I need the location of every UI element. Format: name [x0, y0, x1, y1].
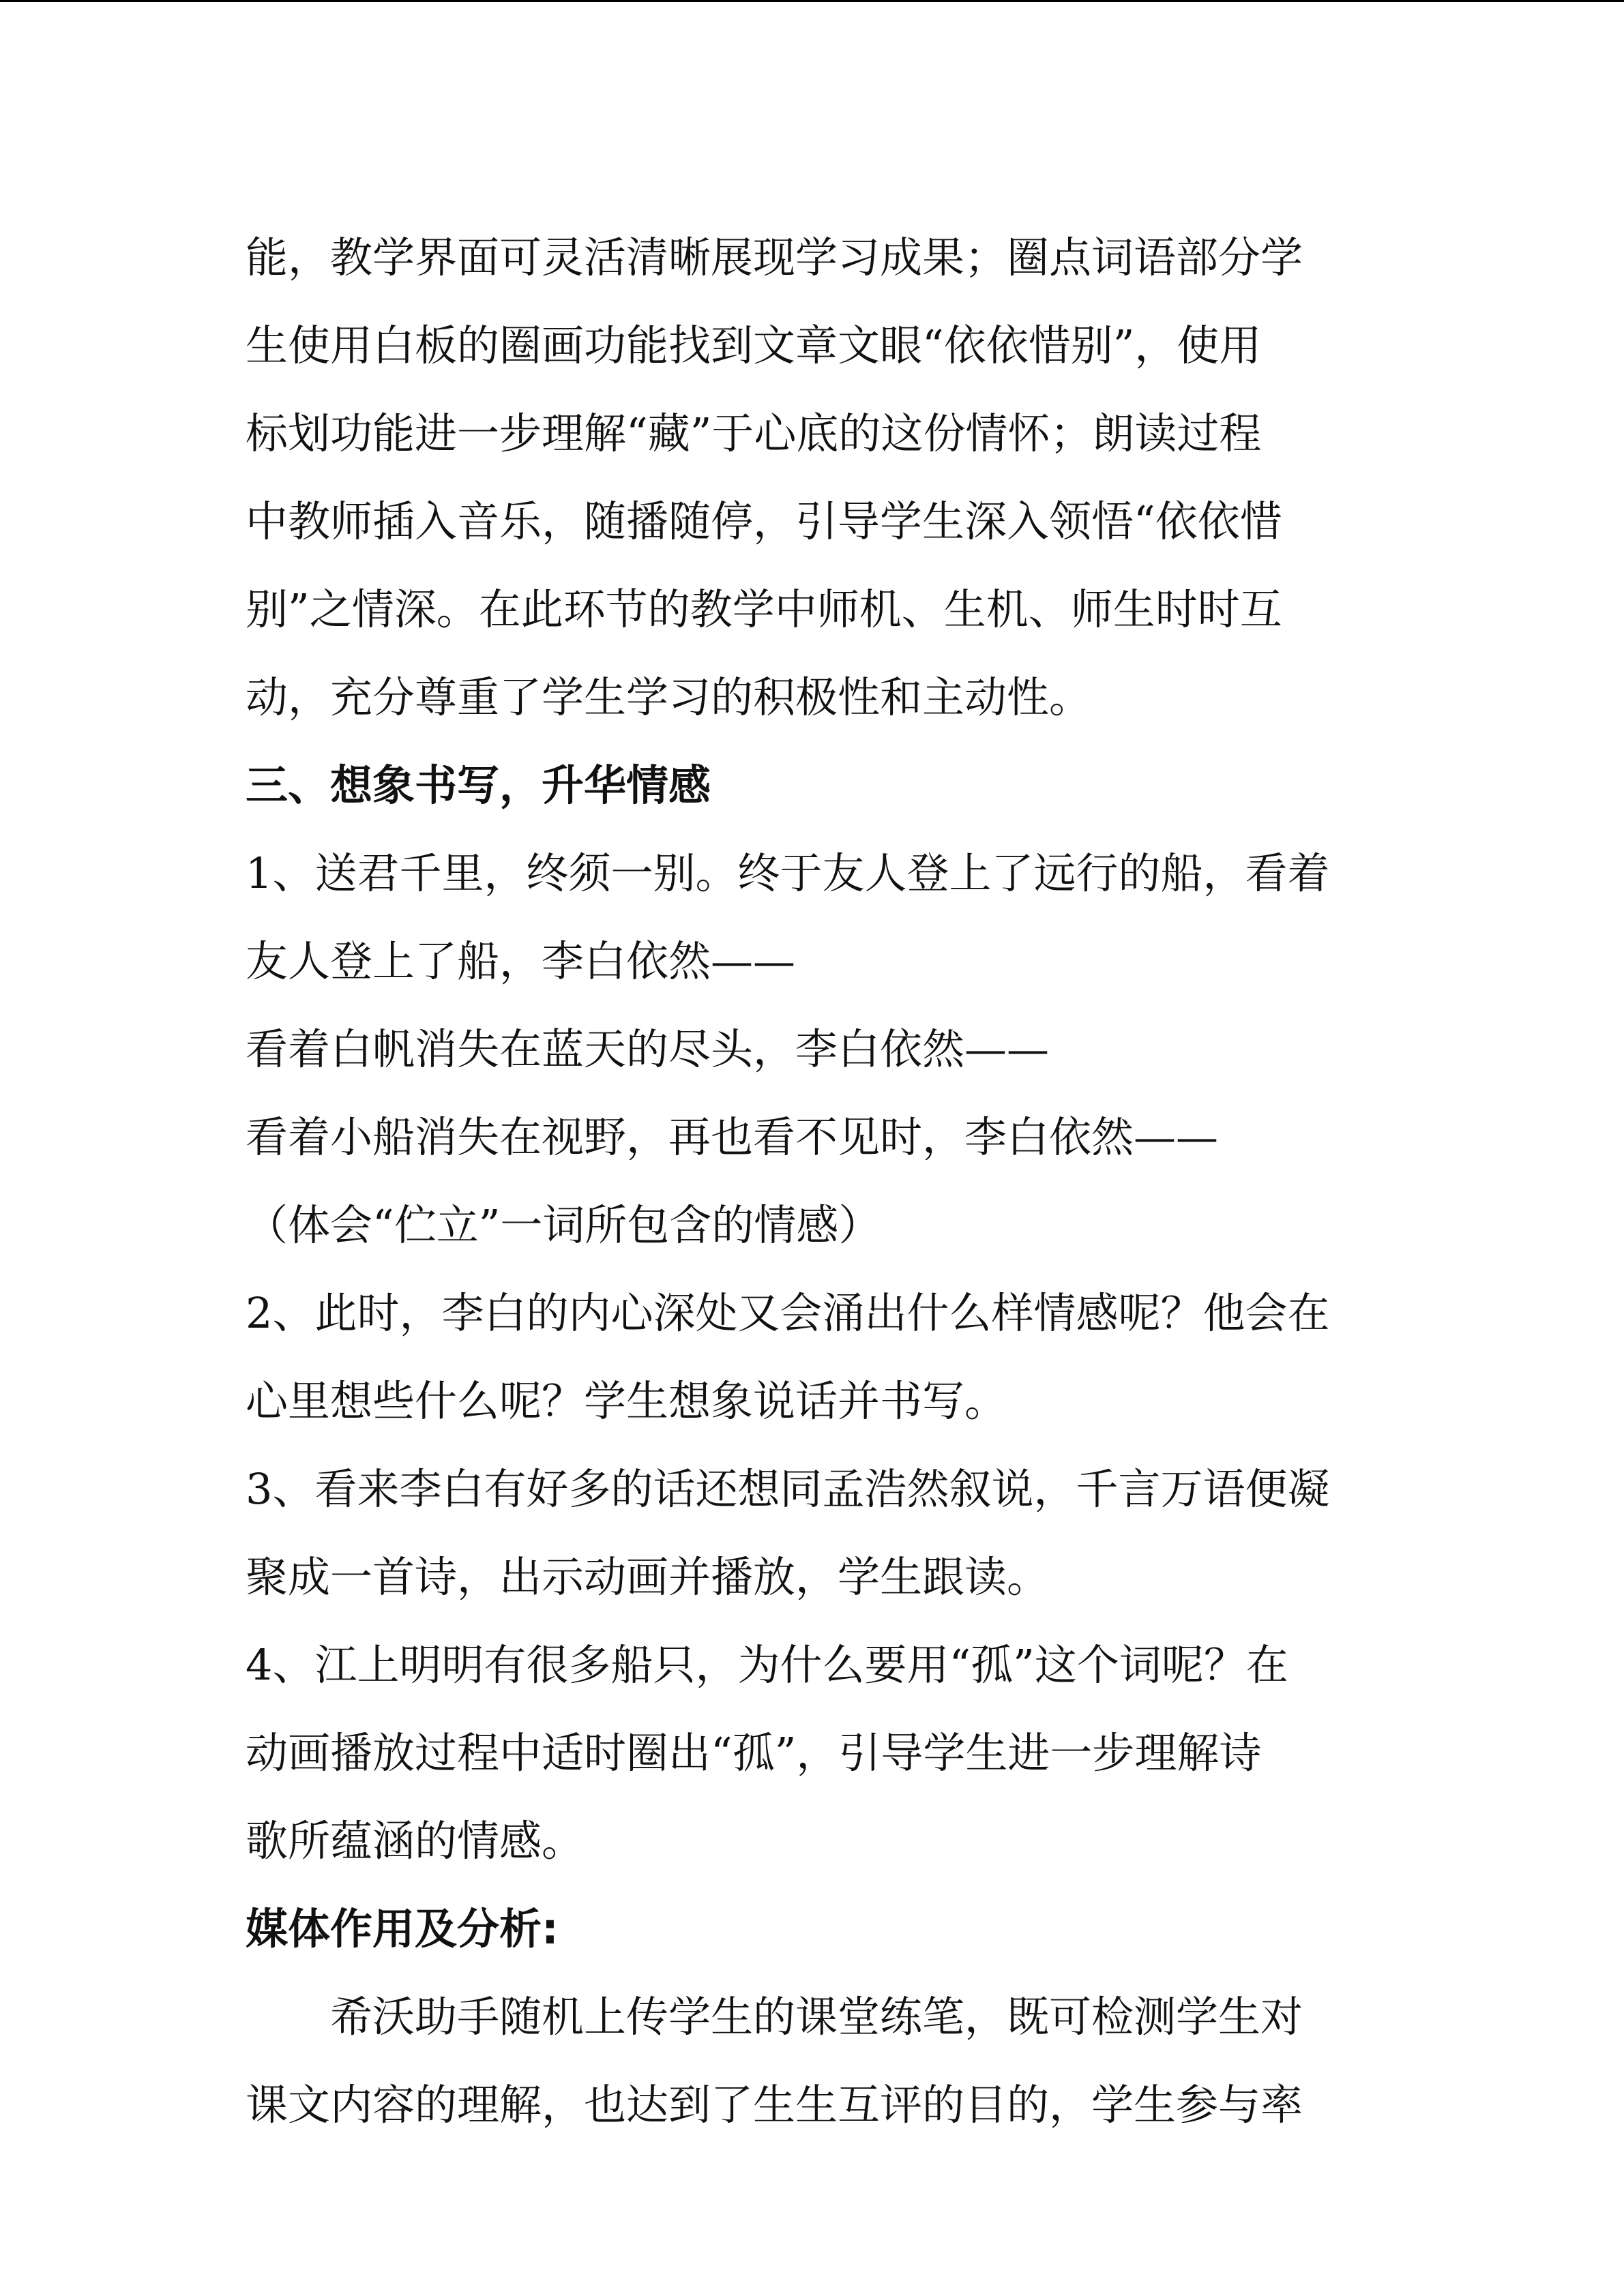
list-item-line: 看着白帆消失在蓝天的尽头，李白依然——: [246, 1024, 1050, 1074]
paragraph-line: 能，教学界面可灵活清晰展现学习成果；圈点词语部分学: [246, 233, 1303, 282]
section-heading: 三、想象书写，升华情感: [246, 760, 711, 810]
list-item-line: 友人登上了船，李白依然——: [246, 936, 796, 986]
top-border-line: [0, 0, 1624, 2]
paragraph-line: 希沃助手随机上传学生的课堂练笔，既可检测学生对: [330, 1992, 1303, 2042]
list-item-line: （体会“伫立”一词所包含的情感）: [246, 1200, 881, 1250]
list-item-line: 聚成一首诗，出示动画并播放，学生跟读。: [246, 1552, 1050, 1602]
list-item-line: 1、送君千里，终须一别。终于友人登上了远行的船，看着: [246, 848, 1330, 898]
media-heading: 媒体作用及分析:: [246, 1904, 559, 1954]
document-body: [246, 213, 1378, 2149]
paragraph-line: 生使用白板的圈画功能找到文章文眼“依依惜别”，使用: [246, 320, 1262, 370]
list-item-line: 心里想些什么呢？学生想象说话并书写。: [246, 1376, 1007, 1426]
list-item-line: 看着小船消失在视野，再也看不见时，李白依然——: [246, 1112, 1219, 1162]
paragraph-line: 别”之情深。在此环节的教学中师机、生机、师生时时互: [246, 584, 1282, 634]
paragraph-line: 标划功能进一步理解“藏”于心底的这份情怀；朗读过程: [246, 408, 1262, 458]
list-item-line: 2、此时，李白的内心深处又会涌出什么样情感呢？他会在: [246, 1288, 1330, 1338]
paragraph-line: 中教师插入音乐，随播随停，引导学生深入领悟“依依惜: [246, 496, 1282, 546]
list-item-line: 3、看来李白有好多的话还想同孟浩然叙说，千言万语便凝: [246, 1464, 1330, 1514]
list-item-line: 动画播放过程中适时圈出“孤”，引导学生进一步理解诗: [246, 1728, 1262, 1778]
list-item-line: 歌所蕴涵的情感。: [246, 1816, 585, 1866]
paragraph-line: 动，充分尊重了学生学习的积极性和主动性。: [246, 672, 1092, 722]
list-item-line: 4、江上明明有很多船只，为什么要用“孤”这个词呢？在: [246, 1640, 1288, 1690]
paragraph-line: 课文内容的理解，也达到了生生互评的目的，学生参与率: [246, 2080, 1303, 2130]
